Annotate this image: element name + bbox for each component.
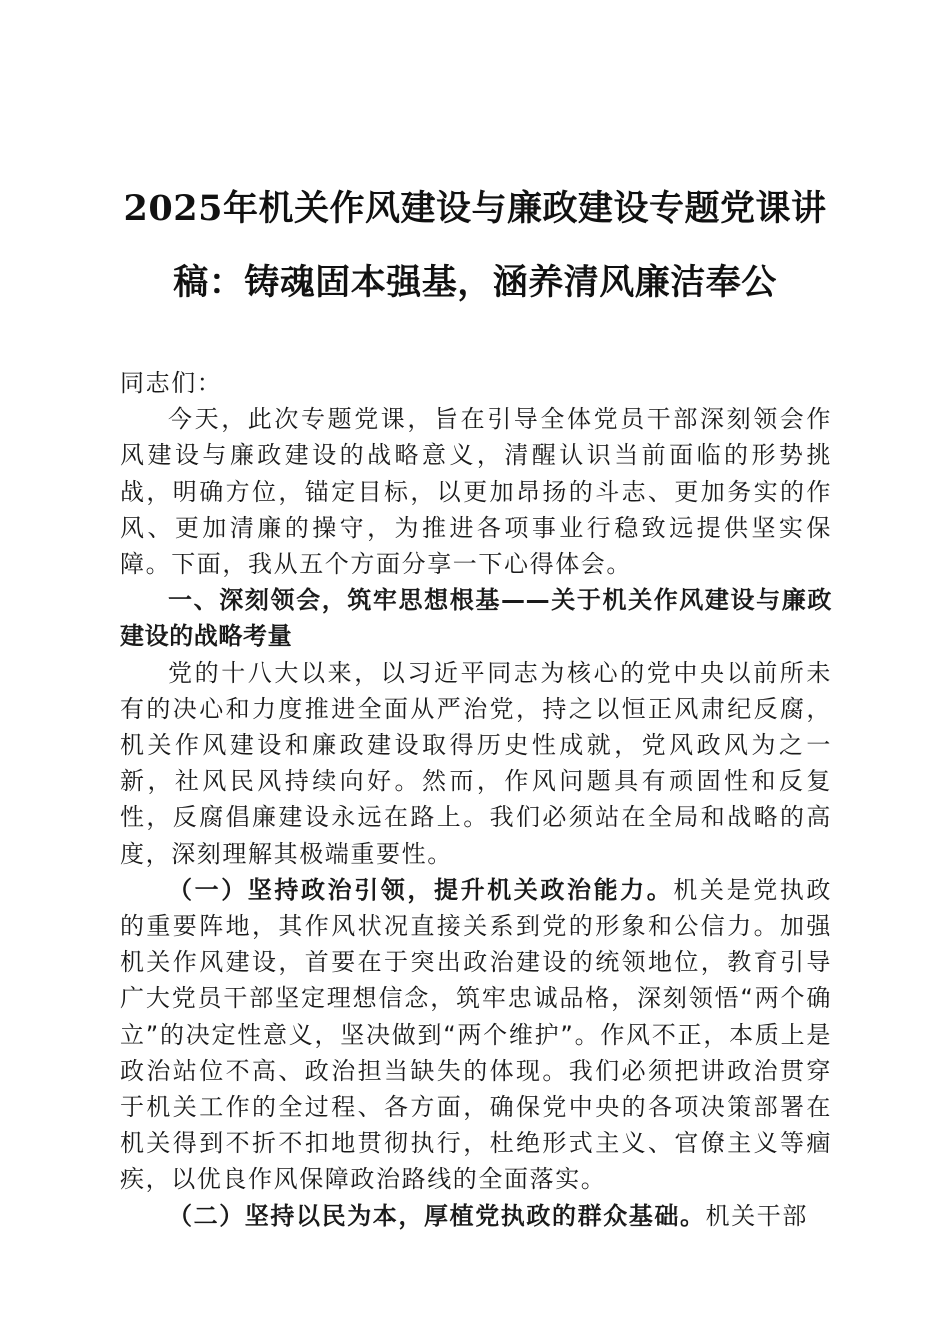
document-title — [118, 172, 832, 320]
intro-paragraph: 今天，此次专题党课，旨在引导全体党员干部深刻领会作风建设与廉政建设的战略意义，清醒认识当前面临的形势挑战，明确方位，锚定目标，以更加昂扬的斗志、更加务实的作风、更加清廉的操守，为推进各项事业行稳致远提供坚实保障。下面，我从五个方面分享一下心得体会。 — [120, 405, 832, 579]
point-2-lead: （二）坚持以民为本，厚植党执政的群众基础。 — [168, 1201, 706, 1230]
point-2-text: 机关干部 — [705, 1201, 809, 1230]
title-line-2: 稿：铸魂固本强基，涵养清风廉洁奉公 — [173, 262, 777, 303]
point-1-lead: （一）坚持政治引领，提升机关政治能力。 — [168, 875, 674, 904]
document-body — [120, 365, 832, 1234]
salutation: 同志们： — [120, 369, 223, 397]
title-line-1: 2025年机关作风建设与廉政建设专题党课讲 — [123, 188, 827, 229]
section-heading-1: 一、深刻领会，筑牢思想根基——关于机关作风建设与廉政建设的战略考量 — [120, 586, 832, 651]
point-2-paragraph — [120, 1198, 832, 1234]
point-1-text: 机关是党执政的重要阵地，其作风状况直接关系到党的形象和公信力。加强机关作风建设，首要在于突出政治建设的统领地位，教育引导广大党员干部坚定理想信念，筑牢忠诚品格，深刻领悟“两个确立”的决定性意义，坚决做到“两个维护”。作风不正，本质上是政治站位不高、政治担当缺失的体现。我们必须把讲政治贯穿于机关工作的全过程、各方面，确保党中央的各项决策部署在机关得到不折不扣地贯彻执行，杜绝形式主义、官僚主义等痼疾，以优良作风保障政治路线的全面落实。 — [120, 875, 832, 1194]
point-1-paragraph — [120, 872, 832, 1198]
section-1-paragraph: 党的十八大以来，以习近平同志为核心的党中央以前所未有的决心和力度推进全面从严治党，持之以恒正风肃纪反腐，机关作风建设和廉政建设取得历史性成就，党风政风为之一新，社风民风持续向好。然而，作风问题具有顽固性和反复性，反腐倡廉建设永远在路上。我们必须站在全局和战略的高度，深刻理解其极端重要性。 — [120, 658, 832, 868]
